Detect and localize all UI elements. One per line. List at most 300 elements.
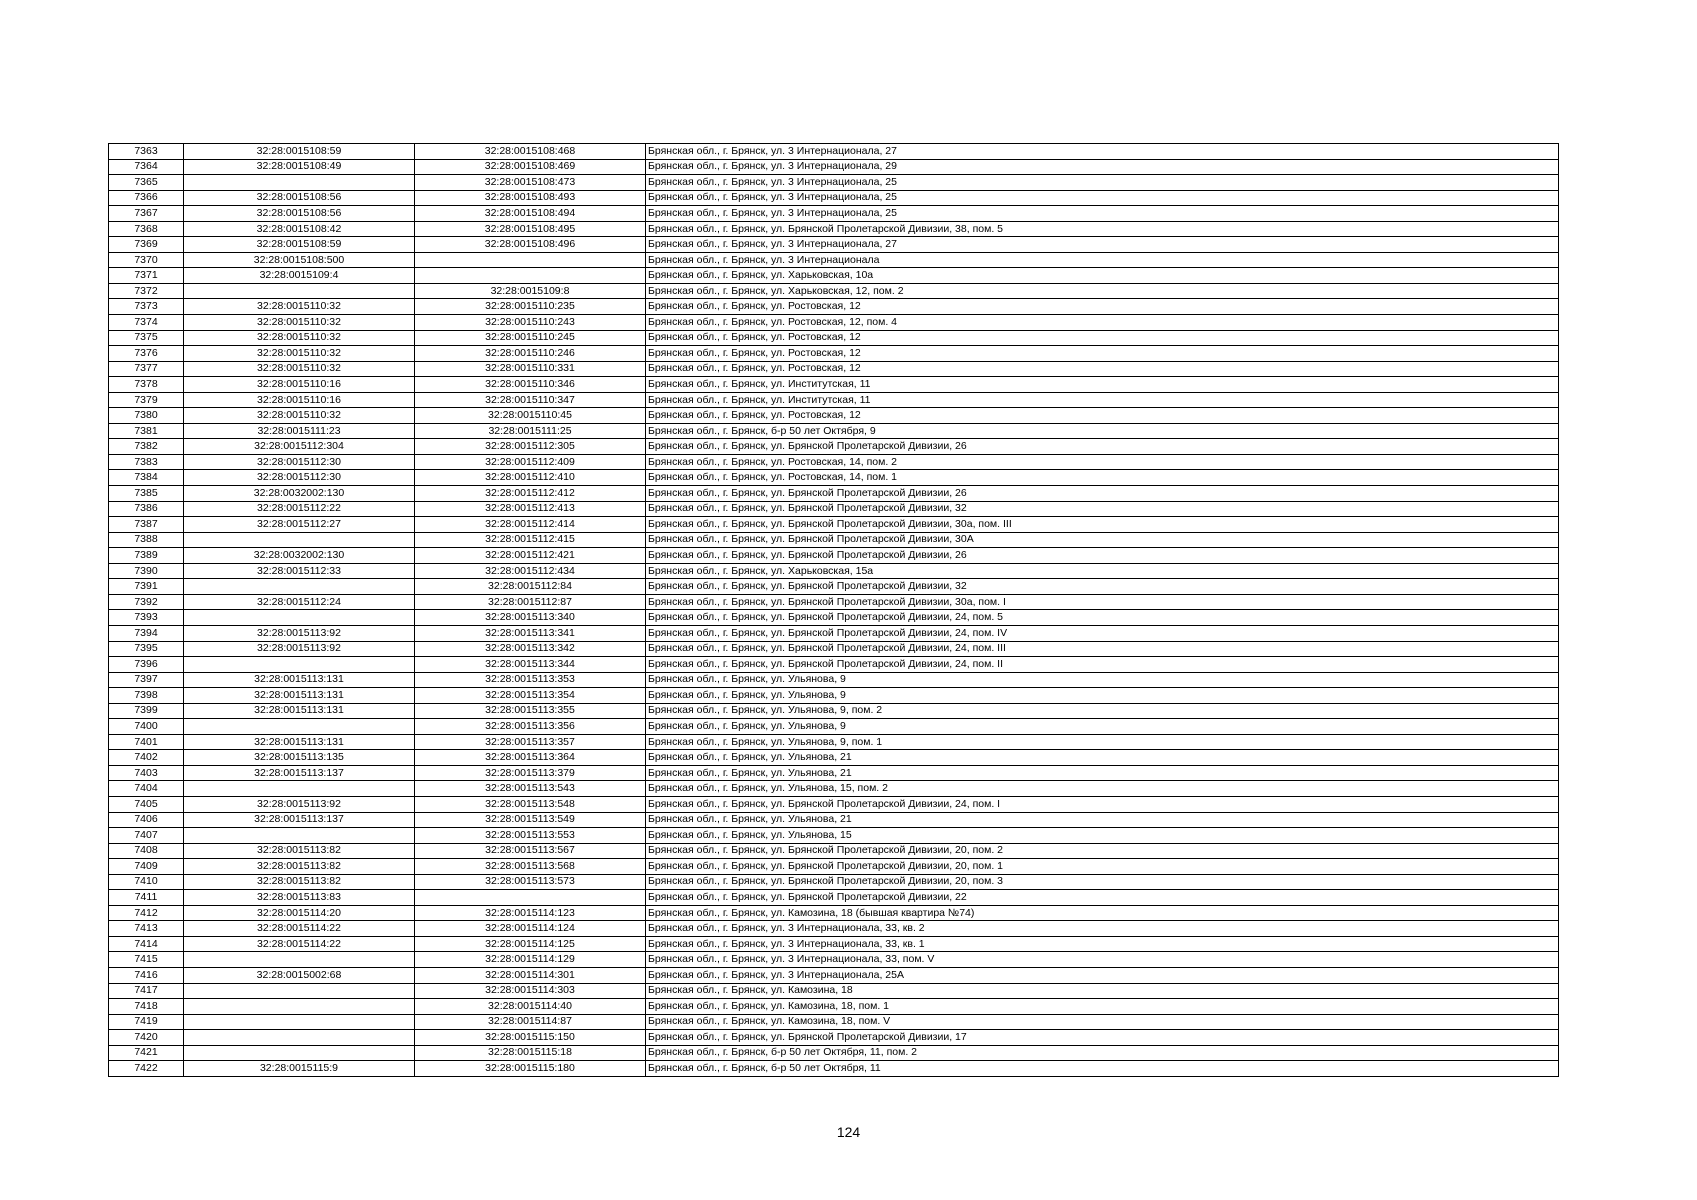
table-row bbox=[109, 983, 1559, 999]
old-cadastral-number-cell: 32:28:0015110:16 bbox=[184, 392, 415, 408]
new-cadastral-number-cell: 32:28:0015113:379 bbox=[415, 765, 646, 781]
old-cadastral-number-cell: 32:28:0032002:130 bbox=[184, 548, 415, 564]
table-row bbox=[109, 221, 1559, 237]
address-cell: Брянская обл., г. Брянск, ул. 3 Интернационала, 33, пом. V bbox=[646, 952, 1559, 968]
table-row bbox=[109, 1014, 1559, 1030]
old-cadastral-number-cell bbox=[184, 719, 415, 735]
row-number-cell: 7417 bbox=[109, 983, 184, 999]
table-row bbox=[109, 594, 1559, 610]
address-cell: Брянская обл., г. Брянск, ул. Камозина, 18 (бывшая квартира №74) bbox=[646, 905, 1559, 921]
old-cadastral-number-cell bbox=[184, 952, 415, 968]
row-number-cell: 7385 bbox=[109, 486, 184, 502]
old-cadastral-number-cell: 32:28:0015113:131 bbox=[184, 703, 415, 719]
new-cadastral-number-cell: 32:28:0015114:303 bbox=[415, 983, 646, 999]
table-row bbox=[109, 936, 1559, 952]
row-number-cell: 7371 bbox=[109, 268, 184, 284]
old-cadastral-number-cell: 32:28:0015109:4 bbox=[184, 268, 415, 284]
row-number-cell: 7415 bbox=[109, 952, 184, 968]
old-cadastral-number-cell bbox=[184, 657, 415, 673]
table-row bbox=[109, 828, 1559, 844]
address-cell: Брянская обл., г. Брянск, ул. Камозина, 18, пом. V bbox=[646, 1014, 1559, 1030]
old-cadastral-number-cell: 32:28:0015110:16 bbox=[184, 377, 415, 393]
row-number-cell: 7420 bbox=[109, 1030, 184, 1046]
old-cadastral-number-cell: 32:28:0015110:32 bbox=[184, 330, 415, 346]
row-number-cell: 7380 bbox=[109, 408, 184, 424]
address-cell: Брянская обл., г. Брянск, ул. Брянской Пролетарской Дивизии, 20, пом. 2 bbox=[646, 843, 1559, 859]
new-cadastral-number-cell: 32:28:0015109:8 bbox=[415, 283, 646, 299]
row-number-cell: 7387 bbox=[109, 517, 184, 533]
table-row bbox=[109, 1061, 1559, 1077]
row-number-cell: 7392 bbox=[109, 594, 184, 610]
new-cadastral-number-cell: 32:28:0015114:125 bbox=[415, 936, 646, 952]
table-row bbox=[109, 501, 1559, 517]
new-cadastral-number-cell: 32:28:0015115:150 bbox=[415, 1030, 646, 1046]
row-number-cell: 7422 bbox=[109, 1061, 184, 1077]
new-cadastral-number-cell: 32:28:0015108:469 bbox=[415, 159, 646, 175]
table-row bbox=[109, 299, 1559, 315]
new-cadastral-number-cell: 32:28:0015110:246 bbox=[415, 346, 646, 362]
old-cadastral-number-cell: 32:28:0032002:130 bbox=[184, 486, 415, 502]
table-row bbox=[109, 206, 1559, 222]
old-cadastral-number-cell: 32:28:0015108:59 bbox=[184, 237, 415, 253]
new-cadastral-number-cell: 32:28:0015113:567 bbox=[415, 843, 646, 859]
address-cell: Брянская обл., г. Брянск, ул. Камозина, 18, пом. 1 bbox=[646, 999, 1559, 1015]
row-number-cell: 7418 bbox=[109, 999, 184, 1015]
new-cadastral-number-cell: 32:28:0015108:496 bbox=[415, 237, 646, 253]
table-row bbox=[109, 859, 1559, 875]
new-cadastral-number-cell: 32:28:0015114:87 bbox=[415, 1014, 646, 1030]
old-cadastral-number-cell: 32:28:0015112:22 bbox=[184, 501, 415, 517]
table-row bbox=[109, 283, 1559, 299]
table-row bbox=[109, 781, 1559, 797]
row-number-cell: 7398 bbox=[109, 688, 184, 704]
old-cadastral-number-cell bbox=[184, 175, 415, 191]
address-cell: Брянская обл., г. Брянск, ул. Брянской Пролетарской Дивизии, 32 bbox=[646, 501, 1559, 517]
table-row bbox=[109, 252, 1559, 268]
row-number-cell: 7383 bbox=[109, 454, 184, 470]
old-cadastral-number-cell: 32:28:0015108:49 bbox=[184, 159, 415, 175]
row-number-cell: 7386 bbox=[109, 501, 184, 517]
table-row bbox=[109, 812, 1559, 828]
table-row bbox=[109, 765, 1559, 781]
address-cell: Брянская обл., г. Брянск, ул. 3 Интернационала, 27 bbox=[646, 144, 1559, 160]
address-cell: Брянская обл., г. Брянск, ул. Брянской Пролетарской Дивизии, 17 bbox=[646, 1030, 1559, 1046]
address-cell: Брянская обл., г. Брянск, ул. Брянской Пролетарской Дивизии, 22 bbox=[646, 890, 1559, 906]
table-row bbox=[109, 439, 1559, 455]
row-number-cell: 7407 bbox=[109, 828, 184, 844]
old-cadastral-number-cell: 32:28:0015112:27 bbox=[184, 517, 415, 533]
new-cadastral-number-cell: 32:28:0015114:301 bbox=[415, 967, 646, 983]
row-number-cell: 7419 bbox=[109, 1014, 184, 1030]
new-cadastral-number-cell: 32:28:0015113:342 bbox=[415, 641, 646, 657]
row-number-cell: 7405 bbox=[109, 796, 184, 812]
address-cell: Брянская обл., г. Брянск, ул. Харьковская, 15а bbox=[646, 563, 1559, 579]
old-cadastral-number-cell: 32:28:0015113:131 bbox=[184, 688, 415, 704]
row-number-cell: 7365 bbox=[109, 175, 184, 191]
address-cell: Брянская обл., г. Брянск, ул. Ульянова, 15 bbox=[646, 828, 1559, 844]
address-cell: Брянская обл., г. Брянск, ул. Брянской Пролетарской Дивизии, 30а, пом. III bbox=[646, 517, 1559, 533]
table-row bbox=[109, 921, 1559, 937]
table-row bbox=[109, 579, 1559, 595]
row-number-cell: 7412 bbox=[109, 905, 184, 921]
row-number-cell: 7372 bbox=[109, 283, 184, 299]
old-cadastral-number-cell: 32:28:0015114:22 bbox=[184, 936, 415, 952]
table-row bbox=[109, 190, 1559, 206]
row-number-cell: 7370 bbox=[109, 252, 184, 268]
table-row bbox=[109, 688, 1559, 704]
row-number-cell: 7399 bbox=[109, 703, 184, 719]
old-cadastral-number-cell bbox=[184, 999, 415, 1015]
table-row bbox=[109, 470, 1559, 486]
row-number-cell: 7367 bbox=[109, 206, 184, 222]
old-cadastral-number-cell bbox=[184, 1014, 415, 1030]
old-cadastral-number-cell: 32:28:0015113:92 bbox=[184, 796, 415, 812]
table-row bbox=[109, 890, 1559, 906]
address-cell: Брянская обл., г. Брянск, ул. 3 Интернационала, 25 bbox=[646, 175, 1559, 191]
table-row bbox=[109, 454, 1559, 470]
new-cadastral-number-cell: 32:28:0015110:243 bbox=[415, 315, 646, 331]
address-cell: Брянская обл., г. Брянск, ул. Институтская, 11 bbox=[646, 392, 1559, 408]
address-cell: Брянская обл., г. Брянск, ул. Брянской Пролетарской Дивизии, 24, пом. III bbox=[646, 641, 1559, 657]
old-cadastral-number-cell: 32:28:0015115:9 bbox=[184, 1061, 415, 1077]
new-cadastral-number-cell: 32:28:0015112:84 bbox=[415, 579, 646, 595]
table-row bbox=[109, 843, 1559, 859]
address-cell: Брянская обл., г. Брянск, ул. Брянской Пролетарской Дивизии, 24, пом. II bbox=[646, 657, 1559, 673]
old-cadastral-number-cell bbox=[184, 610, 415, 626]
old-cadastral-number-cell: 32:28:0015112:30 bbox=[184, 454, 415, 470]
table-row bbox=[109, 517, 1559, 533]
table-row bbox=[109, 532, 1559, 548]
table-row bbox=[109, 268, 1559, 284]
old-cadastral-number-cell bbox=[184, 532, 415, 548]
address-cell: Брянская обл., г. Брянск, ул. Ростовская, 14, пом. 1 bbox=[646, 470, 1559, 486]
new-cadastral-number-cell: 32:28:0015108:493 bbox=[415, 190, 646, 206]
address-cell: Брянская обл., г. Брянск, ул. Ростовская, 12, пом. 4 bbox=[646, 315, 1559, 331]
row-number-cell: 7388 bbox=[109, 532, 184, 548]
old-cadastral-number-cell: 32:28:0015113:137 bbox=[184, 765, 415, 781]
old-cadastral-number-cell: 32:28:0015108:56 bbox=[184, 190, 415, 206]
new-cadastral-number-cell: 32:28:0015113:357 bbox=[415, 734, 646, 750]
table-row bbox=[109, 625, 1559, 641]
old-cadastral-number-cell: 32:28:0015113:83 bbox=[184, 890, 415, 906]
new-cadastral-number-cell bbox=[415, 268, 646, 284]
old-cadastral-number-cell: 32:28:0015110:32 bbox=[184, 361, 415, 377]
new-cadastral-number-cell: 32:28:0015113:356 bbox=[415, 719, 646, 735]
row-number-cell: 7378 bbox=[109, 377, 184, 393]
row-number-cell: 7404 bbox=[109, 781, 184, 797]
new-cadastral-number-cell: 32:28:0015113:364 bbox=[415, 750, 646, 766]
new-cadastral-number-cell: 32:28:0015114:129 bbox=[415, 952, 646, 968]
old-cadastral-number-cell bbox=[184, 983, 415, 999]
row-number-cell: 7382 bbox=[109, 439, 184, 455]
new-cadastral-number-cell: 32:28:0015110:235 bbox=[415, 299, 646, 315]
address-cell: Брянская обл., г. Брянск, ул. Брянской Пролетарской Дивизии, 30А bbox=[646, 532, 1559, 548]
table-row bbox=[109, 377, 1559, 393]
new-cadastral-number-cell: 32:28:0015112:434 bbox=[415, 563, 646, 579]
table-row bbox=[109, 346, 1559, 362]
address-cell: Брянская обл., г. Брянск, ул. Брянской Пролетарской Дивизии, 24, пом. 5 bbox=[646, 610, 1559, 626]
row-number-cell: 7409 bbox=[109, 859, 184, 875]
table-row bbox=[109, 548, 1559, 564]
old-cadastral-number-cell: 32:28:0015111:23 bbox=[184, 423, 415, 439]
new-cadastral-number-cell: 32:28:0015111:25 bbox=[415, 423, 646, 439]
table-row bbox=[109, 703, 1559, 719]
address-cell: Брянская обл., г. Брянск, ул. 3 Интернационала, 25 bbox=[646, 206, 1559, 222]
old-cadastral-number-cell: 32:28:0015108:56 bbox=[184, 206, 415, 222]
old-cadastral-number-cell: 32:28:0015112:30 bbox=[184, 470, 415, 486]
table-row bbox=[109, 610, 1559, 626]
table-row bbox=[109, 719, 1559, 735]
new-cadastral-number-cell: 32:28:0015113:543 bbox=[415, 781, 646, 797]
table-row bbox=[109, 657, 1559, 673]
row-number-cell: 7410 bbox=[109, 874, 184, 890]
new-cadastral-number-cell bbox=[415, 890, 646, 906]
address-cell: Брянская обл., г. Брянск, ул. 3 Интернационала, 29 bbox=[646, 159, 1559, 175]
row-number-cell: 7364 bbox=[109, 159, 184, 175]
old-cadastral-number-cell: 32:28:0015112:24 bbox=[184, 594, 415, 610]
old-cadastral-number-cell: 32:28:0015108:500 bbox=[184, 252, 415, 268]
new-cadastral-number-cell: 32:28:0015113:344 bbox=[415, 657, 646, 673]
row-number-cell: 7377 bbox=[109, 361, 184, 377]
new-cadastral-number-cell: 32:28:0015113:548 bbox=[415, 796, 646, 812]
new-cadastral-number-cell: 32:28:0015112:410 bbox=[415, 470, 646, 486]
new-cadastral-number-cell: 32:28:0015112:87 bbox=[415, 594, 646, 610]
old-cadastral-number-cell bbox=[184, 1045, 415, 1061]
new-cadastral-number-cell: 32:28:0015108:468 bbox=[415, 144, 646, 160]
table-row bbox=[109, 967, 1559, 983]
address-cell: Брянская обл., г. Брянск, ул. Брянской Пролетарской Дивизии, 20, пом. 1 bbox=[646, 859, 1559, 875]
old-cadastral-number-cell: 32:28:0015113:92 bbox=[184, 625, 415, 641]
row-number-cell: 7374 bbox=[109, 315, 184, 331]
old-cadastral-number-cell: 32:28:0015110:32 bbox=[184, 299, 415, 315]
old-cadastral-number-cell: 32:28:0015113:82 bbox=[184, 874, 415, 890]
row-number-cell: 7375 bbox=[109, 330, 184, 346]
row-number-cell: 7413 bbox=[109, 921, 184, 937]
table-row bbox=[109, 1030, 1559, 1046]
address-cell: Брянская обл., г. Брянск, ул. Брянской Пролетарской Дивизии, 24, пом. IV bbox=[646, 625, 1559, 641]
address-cell: Брянская обл., г. Брянск, ул. Ростовская, 14, пом. 2 bbox=[646, 454, 1559, 470]
new-cadastral-number-cell: 32:28:0015114:124 bbox=[415, 921, 646, 937]
row-number-cell: 7421 bbox=[109, 1045, 184, 1061]
new-cadastral-number-cell: 32:28:0015112:413 bbox=[415, 501, 646, 517]
row-number-cell: 7379 bbox=[109, 392, 184, 408]
row-number-cell: 7369 bbox=[109, 237, 184, 253]
new-cadastral-number-cell: 32:28:0015113:549 bbox=[415, 812, 646, 828]
old-cadastral-number-cell: 32:28:0015113:131 bbox=[184, 672, 415, 688]
old-cadastral-number-cell: 32:28:0015114:22 bbox=[184, 921, 415, 937]
old-cadastral-number-cell: 32:28:0015002:68 bbox=[184, 967, 415, 983]
table-row bbox=[109, 641, 1559, 657]
new-cadastral-number-cell: 32:28:0015112:415 bbox=[415, 532, 646, 548]
row-number-cell: 7394 bbox=[109, 625, 184, 641]
new-cadastral-number-cell: 32:28:0015113:354 bbox=[415, 688, 646, 704]
table-row bbox=[109, 952, 1559, 968]
row-number-cell: 7390 bbox=[109, 563, 184, 579]
new-cadastral-number-cell: 32:28:0015110:346 bbox=[415, 377, 646, 393]
address-cell: Брянская обл., г. Брянск, ул. Харьковская, 12, пом. 2 bbox=[646, 283, 1559, 299]
address-cell: Брянская обл., г. Брянск, ул. 3 Интернационала, 25 bbox=[646, 190, 1559, 206]
address-cell: Брянская обл., г. Брянск, ул. 3 Интернационала, 33, кв. 1 bbox=[646, 936, 1559, 952]
old-cadastral-number-cell: 32:28:0015110:32 bbox=[184, 315, 415, 331]
old-cadastral-number-cell: 32:28:0015112:33 bbox=[184, 563, 415, 579]
new-cadastral-number-cell: 32:28:0015112:412 bbox=[415, 486, 646, 502]
old-cadastral-number-cell bbox=[184, 283, 415, 299]
old-cadastral-number-cell bbox=[184, 781, 415, 797]
address-cell: Брянская обл., г. Брянск, ул. Ульянова, 9 bbox=[646, 719, 1559, 735]
address-cell: Брянская обл., г. Брянск, ул. Брянской Пролетарской Дивизии, 26 bbox=[646, 486, 1559, 502]
new-cadastral-number-cell: 32:28:0015114:123 bbox=[415, 905, 646, 921]
table-row bbox=[109, 361, 1559, 377]
table-row bbox=[109, 796, 1559, 812]
address-cell: Брянская обл., г. Брянск, ул. Ульянова, 9, пом. 2 bbox=[646, 703, 1559, 719]
old-cadastral-number-cell: 32:28:0015112:304 bbox=[184, 439, 415, 455]
table-row bbox=[109, 905, 1559, 921]
old-cadastral-number-cell: 32:28:0015108:59 bbox=[184, 144, 415, 160]
old-cadastral-number-cell: 32:28:0015113:135 bbox=[184, 750, 415, 766]
row-number-cell: 7411 bbox=[109, 890, 184, 906]
row-number-cell: 7393 bbox=[109, 610, 184, 626]
new-cadastral-number-cell: 32:28:0015110:45 bbox=[415, 408, 646, 424]
row-number-cell: 7414 bbox=[109, 936, 184, 952]
table-row bbox=[109, 563, 1559, 579]
row-number-cell: 7416 bbox=[109, 967, 184, 983]
row-number-cell: 7400 bbox=[109, 719, 184, 735]
table-row bbox=[109, 408, 1559, 424]
old-cadastral-number-cell: 32:28:0015114:20 bbox=[184, 905, 415, 921]
address-cell: Брянская обл., г. Брянск, ул. Харьковская, 10а bbox=[646, 268, 1559, 284]
address-cell: Брянская обл., г. Брянск, ул. Ульянова, 15, пом. 2 bbox=[646, 781, 1559, 797]
address-cell: Брянская обл., г. Брянск, ул. Ульянова, 21 bbox=[646, 812, 1559, 828]
new-cadastral-number-cell: 32:28:0015112:305 bbox=[415, 439, 646, 455]
old-cadastral-number-cell: 32:28:0015113:137 bbox=[184, 812, 415, 828]
table-row bbox=[109, 175, 1559, 191]
new-cadastral-number-cell: 32:28:0015108:473 bbox=[415, 175, 646, 191]
address-cell: Брянская обл., г. Брянск, б-р 50 лет Октября, 11 bbox=[646, 1061, 1559, 1077]
old-cadastral-number-cell bbox=[184, 828, 415, 844]
new-cadastral-number-cell: 32:28:0015114:40 bbox=[415, 999, 646, 1015]
address-cell: Брянская обл., г. Брянск, ул. 3 Интернационала, 33, кв. 2 bbox=[646, 921, 1559, 937]
table-row bbox=[109, 159, 1559, 175]
new-cadastral-number-cell: 32:28:0015113:353 bbox=[415, 672, 646, 688]
row-number-cell: 7397 bbox=[109, 672, 184, 688]
new-cadastral-number-cell: 32:28:0015115:18 bbox=[415, 1045, 646, 1061]
table-row bbox=[109, 999, 1559, 1015]
row-number-cell: 7384 bbox=[109, 470, 184, 486]
new-cadastral-number-cell: 32:28:0015113:340 bbox=[415, 610, 646, 626]
table-row bbox=[109, 144, 1559, 160]
row-number-cell: 7395 bbox=[109, 641, 184, 657]
new-cadastral-number-cell: 32:28:0015110:245 bbox=[415, 330, 646, 346]
new-cadastral-number-cell: 32:28:0015113:573 bbox=[415, 874, 646, 890]
table-row bbox=[109, 423, 1559, 439]
address-cell: Брянская обл., г. Брянск, ул. Брянской Пролетарской Дивизии, 26 bbox=[646, 439, 1559, 455]
table-row bbox=[109, 315, 1559, 331]
address-cell: Брянская обл., г. Брянск, ул. Ростовская, 12 bbox=[646, 330, 1559, 346]
table-row bbox=[109, 672, 1559, 688]
old-cadastral-number-cell: 32:28:0015113:92 bbox=[184, 641, 415, 657]
address-cell: Брянская обл., г. Брянск, ул. 3 Интернационала bbox=[646, 252, 1559, 268]
address-cell: Брянская обл., г. Брянск, ул. Брянской Пролетарской Дивизии, 30а, пом. I bbox=[646, 594, 1559, 610]
address-cell: Брянская обл., г. Брянск, ул. Институтская, 11 bbox=[646, 377, 1559, 393]
new-cadastral-number-cell: 32:28:0015112:409 bbox=[415, 454, 646, 470]
new-cadastral-number-cell bbox=[415, 252, 646, 268]
address-cell: Брянская обл., г. Брянск, ул. Ульянова, 9 bbox=[646, 672, 1559, 688]
new-cadastral-number-cell: 32:28:0015112:414 bbox=[415, 517, 646, 533]
row-number-cell: 7408 bbox=[109, 843, 184, 859]
old-cadastral-number-cell: 32:28:0015110:32 bbox=[184, 346, 415, 362]
address-cell: Брянская обл., г. Брянск, ул. 3 Интернационала, 27 bbox=[646, 237, 1559, 253]
address-cell: Брянская обл., г. Брянск, ул. Брянской Пролетарской Дивизии, 20, пом. 3 bbox=[646, 874, 1559, 890]
row-number-cell: 7403 bbox=[109, 765, 184, 781]
new-cadastral-number-cell: 32:28:0015110:347 bbox=[415, 392, 646, 408]
old-cadastral-number-cell: 32:28:0015113:82 bbox=[184, 843, 415, 859]
row-number-cell: 7402 bbox=[109, 750, 184, 766]
address-cell: Брянская обл., г. Брянск, ул. Ростовская, 12 bbox=[646, 408, 1559, 424]
new-cadastral-number-cell: 32:28:0015112:421 bbox=[415, 548, 646, 564]
table-row bbox=[109, 392, 1559, 408]
records-table bbox=[108, 143, 1559, 1077]
address-cell: Брянская обл., г. Брянск, ул. 3 Интернационала, 25А bbox=[646, 967, 1559, 983]
table-row bbox=[109, 750, 1559, 766]
address-cell: Брянская обл., г. Брянск, ул. Брянской Пролетарской Дивизии, 26 bbox=[646, 548, 1559, 564]
address-cell: Брянская обл., г. Брянск, б-р 50 лет Октября, 11, пом. 2 bbox=[646, 1045, 1559, 1061]
new-cadastral-number-cell: 32:28:0015113:568 bbox=[415, 859, 646, 875]
row-number-cell: 7381 bbox=[109, 423, 184, 439]
new-cadastral-number-cell: 32:28:0015108:495 bbox=[415, 221, 646, 237]
new-cadastral-number-cell: 32:28:0015115:180 bbox=[415, 1061, 646, 1077]
table-row bbox=[109, 734, 1559, 750]
address-cell: Брянская обл., г. Брянск, б-р 50 лет Октября, 9 bbox=[646, 423, 1559, 439]
row-number-cell: 7391 bbox=[109, 579, 184, 595]
row-number-cell: 7396 bbox=[109, 657, 184, 673]
old-cadastral-number-cell: 32:28:0015113:82 bbox=[184, 859, 415, 875]
table-row bbox=[109, 486, 1559, 502]
page-number: 124 bbox=[836, 1124, 861, 1140]
row-number-cell: 7373 bbox=[109, 299, 184, 315]
address-cell: Брянская обл., г. Брянск, ул. Ростовская, 12 bbox=[646, 361, 1559, 377]
new-cadastral-number-cell: 32:28:0015113:355 bbox=[415, 703, 646, 719]
old-cadastral-number-cell bbox=[184, 579, 415, 595]
address-cell: Брянская обл., г. Брянск, ул. Брянской Пролетарской Дивизии, 32 bbox=[646, 579, 1559, 595]
row-number-cell: 7366 bbox=[109, 190, 184, 206]
row-number-cell: 7401 bbox=[109, 734, 184, 750]
address-cell: Брянская обл., г. Брянск, ул. Ульянова, 21 bbox=[646, 750, 1559, 766]
address-cell: Брянская обл., г. Брянск, ул. Ростовская, 12 bbox=[646, 299, 1559, 315]
table-row bbox=[109, 330, 1559, 346]
new-cadastral-number-cell: 32:28:0015110:331 bbox=[415, 361, 646, 377]
row-number-cell: 7363 bbox=[109, 144, 184, 160]
address-cell: Брянская обл., г. Брянск, ул. Брянской Пролетарской Дивизии, 38, пом. 5 bbox=[646, 221, 1559, 237]
address-cell: Брянская обл., г. Брянск, ул. Ульянова, 9 bbox=[646, 688, 1559, 704]
address-cell: Брянская обл., г. Брянск, ул. Камозина, 18 bbox=[646, 983, 1559, 999]
old-cadastral-number-cell: 32:28:0015113:131 bbox=[184, 734, 415, 750]
row-number-cell: 7368 bbox=[109, 221, 184, 237]
address-cell: Брянская обл., г. Брянск, ул. Брянской Пролетарской Дивизии, 24, пом. I bbox=[646, 796, 1559, 812]
old-cadastral-number-cell bbox=[184, 1030, 415, 1046]
address-cell: Брянская обл., г. Брянск, ул. Ульянова, 9, пом. 1 bbox=[646, 734, 1559, 750]
new-cadastral-number-cell: 32:28:0015113:553 bbox=[415, 828, 646, 844]
records-table-body bbox=[109, 144, 1559, 1077]
new-cadastral-number-cell: 32:28:0015113:341 bbox=[415, 625, 646, 641]
old-cadastral-number-cell: 32:28:0015110:32 bbox=[184, 408, 415, 424]
old-cadastral-number-cell: 32:28:0015108:42 bbox=[184, 221, 415, 237]
row-number-cell: 7376 bbox=[109, 346, 184, 362]
row-number-cell: 7406 bbox=[109, 812, 184, 828]
table-row bbox=[109, 1045, 1559, 1061]
address-cell: Брянская обл., г. Брянск, ул. Ростовская, 12 bbox=[646, 346, 1559, 362]
new-cadastral-number-cell: 32:28:0015108:494 bbox=[415, 206, 646, 222]
row-number-cell: 7389 bbox=[109, 548, 184, 564]
